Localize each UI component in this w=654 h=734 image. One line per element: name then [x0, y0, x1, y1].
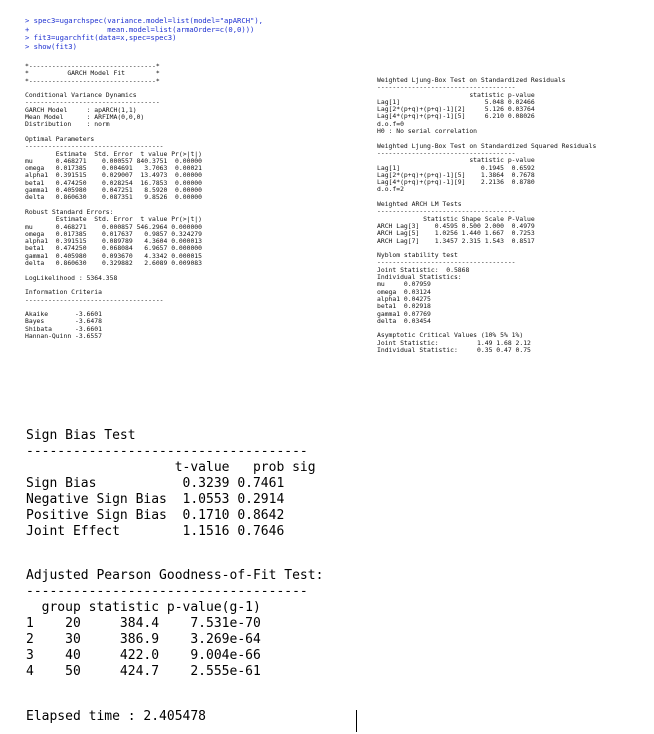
garch-fit-output-left: *---------------------------------* * GARCH Model Fit * *---------------------------------* Conditional Variance Dynamics ----------------------------------- GARCH Model : apARCH(1,1) Mean Model : ARFIMA(0,0,0) Distribution : norm Optimal Parameters ------------------------------------ Estimate Std. Error t value Pr(>|t|) mu 0.468271 0.000557 840.3751 0.00000 omega 0.017385 0.004691 3.7063 0.00021 alpha1 0.391515 0.029007 13.4973 0.00000 beta1 0.474250 0.028254 16.7853 0.00000 gamma1 0.405980 0.047251 8.5920 0.00000 delta 0.860630 0.087351 9.8526 0.00000 Robust Standard Errors: Estimate Std. Error t value Pr(>|t|) mu 0.468271 0.000857 546.2964 0.000000 omega 0.017385 0.017637 0.9857 0.324279 alpha1 0.391515 0.089789 4.3604 0.000013 beta1 0.474250 0.068084 6.9657 0.000000 gamma1 0.405980 0.093670 4.3342 0.000015 delta 0.860630 0.329882 2.6089 0.009083 LogLikelihood : 5364.358 Information Criteria ------------------------------------ Akaike -3.6601 Bayes -3.6478 Shibata -3.6601 Hannan-Quinn -3.6557 [25, 62, 202, 340]
sign-bias-test: Sign Bias Test ------------------------------------ t-value prob sig Sign Bias 0.3239 0.7461 Negative Sign Bias 1.0553 0.2914 Positive Sign Bias 0.1710 0.8642 Joint Effect 1.1516 0.7646 [26, 428, 316, 539]
garch-fit-output-right: Weighted Ljung-Box Test on Standardized Residuals ------------------------------------ statistic p-value Lag[1] 5.048 0.02466 Lag[2*(p+q)+(p+q)-1][2] 5.126 0.03764 Lag[4*(p+q)+(p+q)-1][5] 6.210 0.08026 d.o.f=0 H0 : No serial correlation Weighted Ljung-Box Test on Standardized Squared Residuals ------------------------------------ statistic p-value Lag[1] 0.1945 0.6592 Lag[2*(p+q)+(p+q)-1][5] 1.3864 0.7678 Lag[4*(p+q)+(p+q)-1][9] 2.2136 0.8780 d.o.f=2 Weighted ARCH LM Tests ------------------------------------ Statistic Shape Scale P-Value ARCH Lag[3] 0.4595 0.500 2.000 0.4979 ARCH Lag[5] 1.0256 1.440 1.667 0.7253 ARCH Lag[7] 1.3457 2.315 1.543 0.8517 Nyblom stability test ------------------------------------ Joint Statistic: 0.5868 Individual Statistics: mu 0.07959 omega 0.03124 alpha1 0.04275 beta1 0.02918 gamma1 0.07769 delta 0.03454 Asymptotic Critical Values (10% 5% 1%) Joint Statistic: 1.49 1.68 2.12 Individual Statistic: 0.35 0.47 0.75 [377, 76, 597, 354]
pearson-goodness-of-fit-test: Adjusted Pearson Goodness-of-Fit Test: ------------------------------------ group statistic p-value(g-1) 1 20 384.4 7.531e-70 2 30 386.9 3.269e-64 3 40 422.0 9.004e-66 4 50 424.7 2.555e-61 [26, 568, 324, 679]
console-commands: > spec3=ugarchspec(variance.model=list(model="apARCH"), + mean.model=list(armaOrder=c(0,0))) > fit3=ugarchfit(data=x,spec=spec3) > show(fit3) [25, 16, 263, 51]
console-cursor[interactable] [356, 710, 357, 732]
elapsed-time: Elapsed time : 2.405478 [26, 709, 207, 724]
